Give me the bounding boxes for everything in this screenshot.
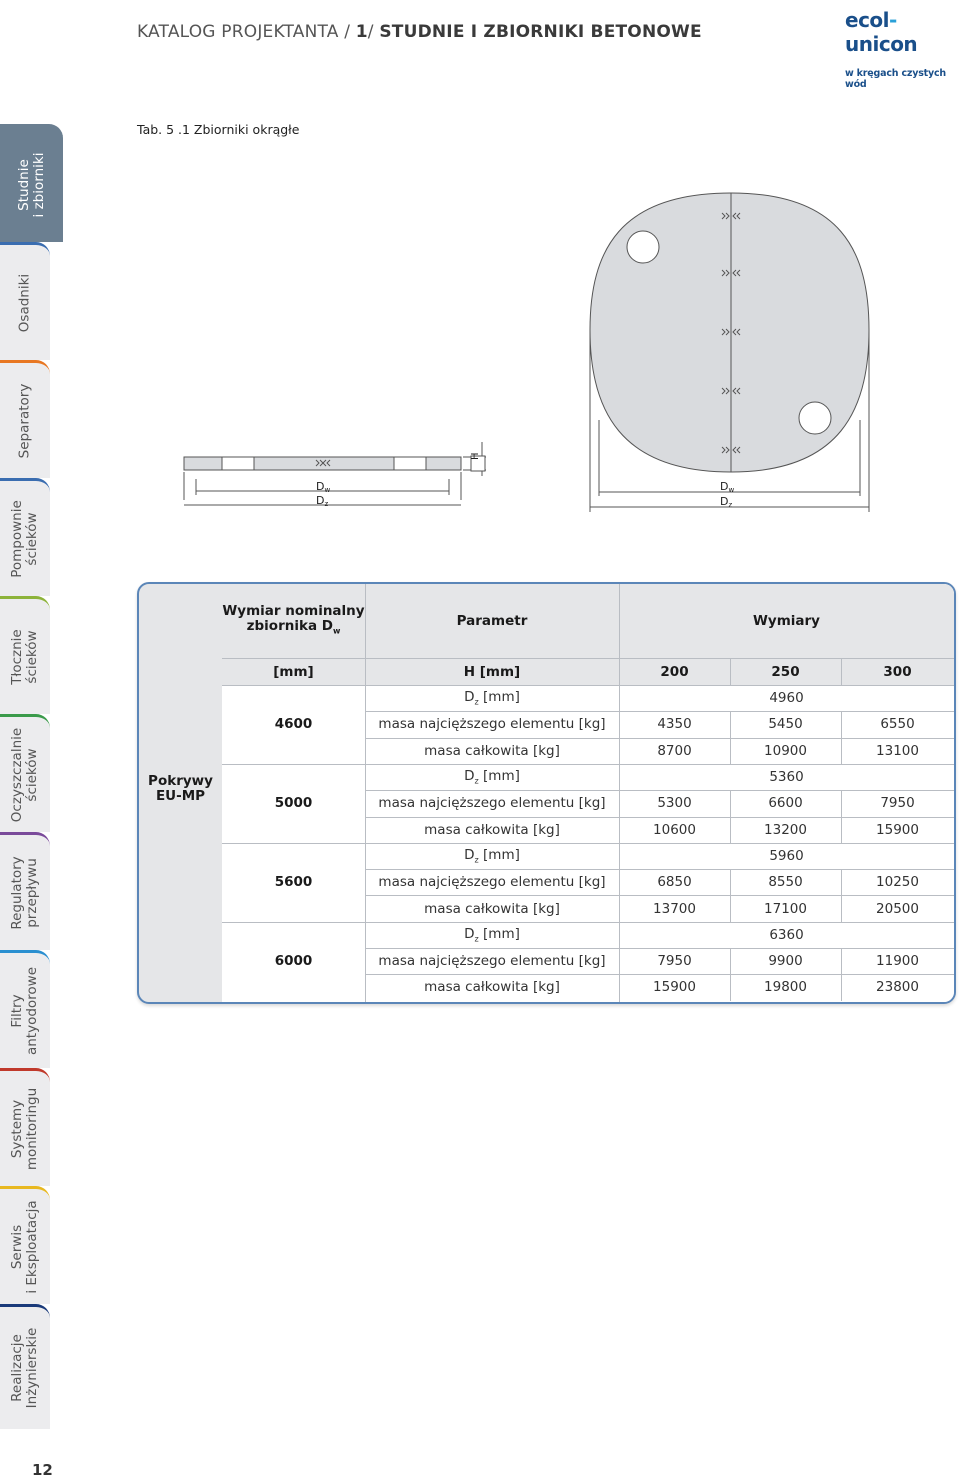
total-mass-value: 13700 bbox=[653, 900, 696, 917]
side-h-label: H bbox=[470, 452, 481, 460]
heaviest-element-value: 6600 bbox=[768, 795, 803, 812]
total-mass-label: masa całkowita [kg] bbox=[424, 979, 560, 996]
logo-tagline: w kręgach czystych wód bbox=[845, 68, 946, 90]
heaviest-element-value: 11900 bbox=[876, 953, 919, 970]
page-number: 12 bbox=[32, 1461, 53, 1479]
sidebar-tab-label: Osadniki bbox=[16, 273, 33, 332]
dz-value-cell: 6360 bbox=[769, 926, 804, 943]
row-divider bbox=[365, 711, 954, 712]
total-mass-value: 15900 bbox=[876, 821, 919, 838]
sidebar-tab-label: Oczyszczalnie ścieków bbox=[9, 727, 40, 822]
row-divider bbox=[365, 869, 954, 870]
column-divider bbox=[365, 584, 366, 1002]
row-divider bbox=[222, 922, 954, 923]
sidebar-tab-8[interactable] bbox=[0, 1068, 50, 1186]
heaviest-element-value: 7950 bbox=[880, 795, 915, 812]
header-h-200: 200 bbox=[619, 658, 730, 685]
column-divider bbox=[730, 869, 731, 922]
header-chapter-number: 1 bbox=[355, 22, 368, 42]
total-mass-value: 19800 bbox=[764, 979, 807, 996]
sidebar-tab-label: Filtry antyodorowe bbox=[9, 966, 40, 1055]
row-divider bbox=[365, 790, 954, 791]
column-divider bbox=[730, 790, 731, 843]
heaviest-element-label: masa najcięższego elementu [kg] bbox=[378, 795, 606, 812]
sidebar-tab-label: Realizacje Inżynierskie bbox=[9, 1327, 40, 1409]
side-view bbox=[184, 442, 486, 505]
side-dw-label: Dw bbox=[316, 480, 331, 494]
sidebar-tab-label: Regulatory przepływu bbox=[9, 855, 40, 930]
column-divider bbox=[841, 790, 842, 843]
heaviest-element-value: 6850 bbox=[657, 874, 692, 891]
row-divider bbox=[365, 738, 954, 739]
sidebar-tab-5[interactable] bbox=[0, 714, 50, 832]
heaviest-element-value: 8550 bbox=[768, 874, 803, 891]
total-mass-label: masa całkowita [kg] bbox=[424, 742, 560, 759]
row-group-label: Pokrywy EU-MP bbox=[148, 773, 213, 804]
sidebar-tab-label: Tłocznie ścieków bbox=[9, 628, 40, 685]
table-grid bbox=[222, 584, 954, 1002]
nominal-size-cell: 4600 bbox=[274, 716, 313, 733]
heaviest-element-label: masa najcięższego elementu [kg] bbox=[378, 716, 606, 733]
sidebar-tab-label: Separatory bbox=[16, 383, 33, 458]
row-divider bbox=[365, 895, 954, 896]
side-dz-label: Dz bbox=[316, 494, 329, 508]
heaviest-element-value: 10250 bbox=[876, 874, 919, 891]
total-mass-value: 8700 bbox=[657, 742, 692, 759]
header-prefix: KATALOG PROJEKTANTA / bbox=[137, 22, 356, 42]
header-h-300: 300 bbox=[841, 658, 954, 685]
top-dz-label: Dz bbox=[720, 495, 733, 509]
top-dw-label: Dw bbox=[720, 480, 735, 494]
column-divider bbox=[730, 711, 731, 764]
header-slash: / bbox=[367, 22, 380, 42]
heaviest-element-value: 6550 bbox=[880, 716, 915, 733]
opening-left-side bbox=[222, 457, 254, 470]
total-mass-value: 17100 bbox=[764, 900, 807, 917]
sidebar-tab-label: Serwis i Eksploatacja bbox=[9, 1199, 40, 1294]
heaviest-element-label: masa najcięższego elementu [kg] bbox=[378, 953, 606, 970]
logo-wordmark: ecol-unicon bbox=[845, 8, 918, 56]
sidebar-tab-label: Systemy monitoringu bbox=[9, 1087, 40, 1170]
column-divider bbox=[841, 658, 842, 685]
sidebar-tab-9[interactable] bbox=[0, 1186, 50, 1304]
heaviest-element-value: 5450 bbox=[768, 716, 803, 733]
header-h-mm: H [mm] bbox=[365, 658, 619, 685]
total-mass-value: 13200 bbox=[764, 821, 807, 838]
row-divider bbox=[365, 948, 954, 949]
heaviest-element-label: masa najcięższego elementu [kg] bbox=[378, 874, 606, 891]
manhole-opening-1 bbox=[627, 231, 659, 263]
row-divider bbox=[222, 843, 954, 844]
dz-value-cell: 4960 bbox=[769, 690, 804, 707]
total-mass-value: 10600 bbox=[653, 821, 696, 838]
column-divider bbox=[841, 711, 842, 764]
header-dimensions: Wymiary bbox=[619, 584, 954, 658]
total-mass-value: 13100 bbox=[876, 742, 919, 759]
total-mass-value: 20500 bbox=[876, 900, 919, 917]
nominal-size-cell: 5600 bbox=[274, 874, 313, 891]
column-divider bbox=[841, 948, 842, 1001]
header-unit-mm: [mm] bbox=[222, 658, 365, 685]
column-divider bbox=[730, 658, 731, 685]
tank-cover-drawing bbox=[0, 0, 960, 580]
column-divider bbox=[619, 584, 620, 1002]
nominal-size-cell: 6000 bbox=[274, 953, 313, 970]
table-caption: Tab. 5 .1 Zbiorniki okrągłe bbox=[137, 122, 300, 137]
dz-label-cell: $D_z$ [mm] bbox=[464, 847, 520, 865]
sidebar-tab-4[interactable] bbox=[0, 596, 50, 714]
top-view bbox=[590, 193, 869, 512]
row-divider bbox=[222, 764, 954, 765]
sidebar-tab-label: Studnie i zbiorniki bbox=[15, 152, 47, 217]
nominal-size-cell: 5000 bbox=[274, 795, 313, 812]
column-divider bbox=[841, 869, 842, 922]
total-mass-value: 23800 bbox=[876, 979, 919, 996]
dimensions-table bbox=[137, 582, 956, 1004]
row-divider bbox=[365, 817, 954, 818]
dz-value-cell: 5360 bbox=[769, 769, 804, 786]
dz-label-cell: $D_z$ [mm] bbox=[464, 768, 520, 786]
dz-label-cell: $D_z$ [mm] bbox=[464, 925, 520, 944]
total-mass-value: 15900 bbox=[653, 979, 696, 996]
sidebar-tab-10[interactable] bbox=[0, 1304, 50, 1429]
header-parameter: Parametr bbox=[365, 584, 619, 658]
heaviest-element-value: 4350 bbox=[657, 716, 692, 733]
heaviest-element-value: 5300 bbox=[657, 795, 692, 812]
dz-label-cell: $D_z$ [mm] bbox=[464, 689, 520, 707]
header-nominal-size: Wymiar nominalny zbiornika $D_w$ bbox=[222, 584, 365, 658]
opening-right-side bbox=[394, 457, 426, 470]
dz-value-cell: 5960 bbox=[769, 847, 804, 864]
row-divider bbox=[222, 685, 954, 686]
header-title: STUDNIE I ZBIORNIKI BETONOWE bbox=[379, 22, 702, 42]
column-divider bbox=[730, 948, 731, 1001]
header-h-250: 250 bbox=[730, 658, 841, 685]
sidebar-tab-7[interactable] bbox=[0, 950, 50, 1068]
total-mass-value: 10900 bbox=[764, 742, 807, 759]
row-divider bbox=[222, 658, 954, 659]
total-mass-label: masa całkowita [kg] bbox=[424, 900, 560, 917]
sidebar-tab-label: Pompownie ścieków bbox=[9, 499, 40, 578]
row-divider bbox=[365, 974, 954, 975]
manhole-opening-2 bbox=[799, 402, 831, 434]
heaviest-element-value: 7950 bbox=[657, 953, 692, 970]
total-mass-label: masa całkowita [kg] bbox=[424, 821, 560, 838]
sidebar-tab-6[interactable] bbox=[0, 832, 50, 950]
heaviest-element-value: 9900 bbox=[768, 953, 803, 970]
